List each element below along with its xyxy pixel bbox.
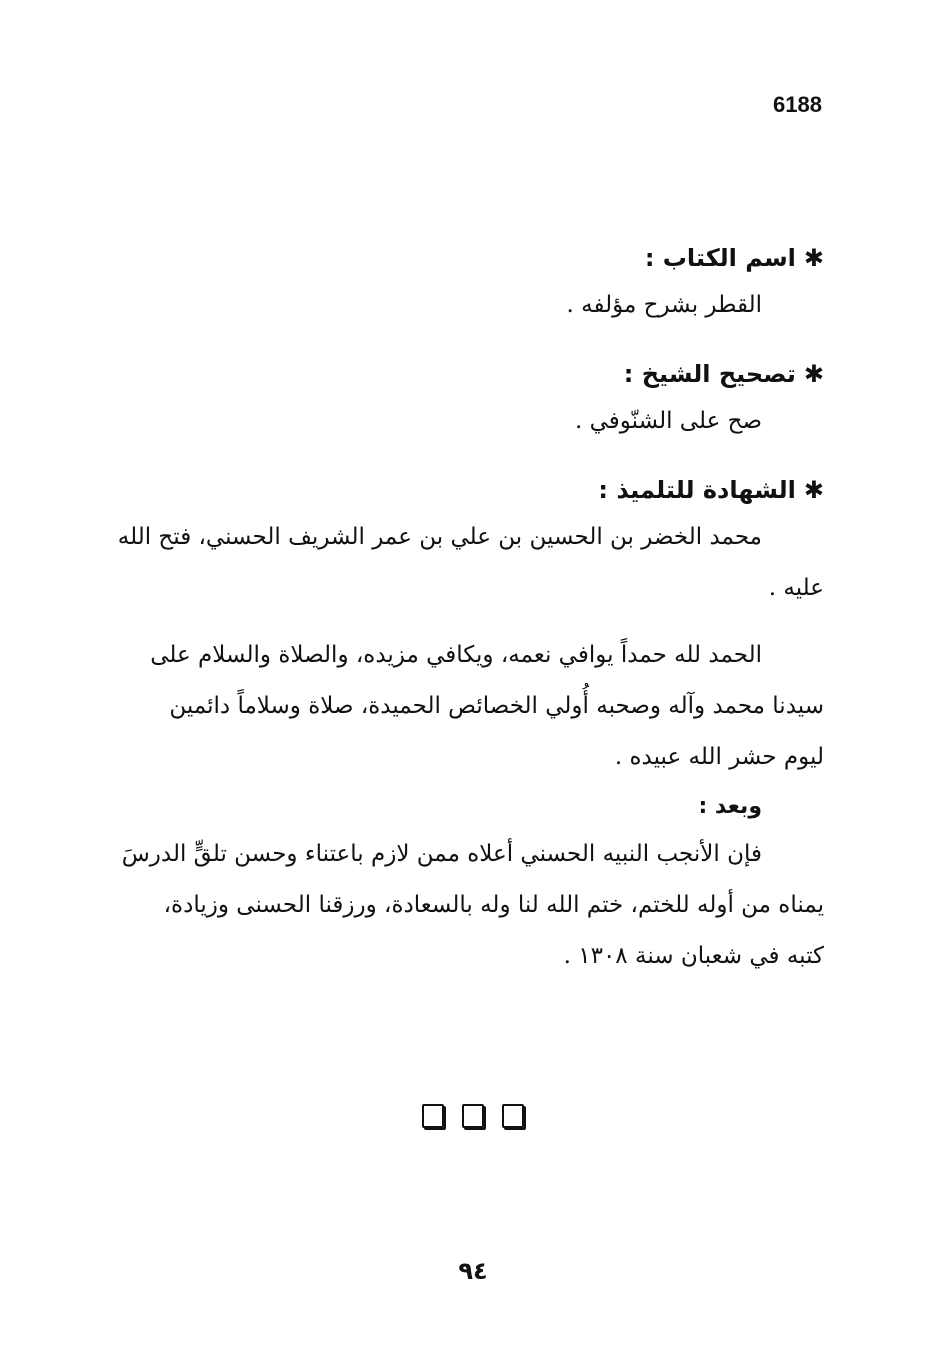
heading-student-text: الشهادة للتلميذ : — [598, 476, 796, 504]
final-paragraph — [112, 829, 824, 982]
student-line-1: محمد الخضر بن الحسين بن علي بن عمر الشريف الحسني، فتح الله — [117, 524, 762, 550]
heading-sheikh — [112, 352, 824, 396]
ornament-boxes-icon — [0, 1104, 946, 1128]
student-paragraph — [112, 512, 824, 614]
document-body — [112, 236, 824, 982]
bullet-star-icon: ✱ — [803, 360, 824, 388]
heading-sheikh-text: تصحيح الشيخ : — [623, 360, 796, 388]
final-line-1: فإن الأنجب النبيه الحسني أعلاه ممن لازم باعتناء وحسن تلقٍّ الدرسَ — [121, 841, 762, 867]
corner-number: 6188 — [773, 92, 822, 117]
bullet-star-icon: ✱ — [803, 244, 824, 272]
student-line-2: عليه . — [768, 575, 824, 601]
ornament-box-icon — [422, 1104, 444, 1128]
praise-line-2: سيدنا محمد وآله وصحبه أُولي الخصائص الحميدة، صلاة وسلاماً دائمين — [169, 693, 824, 719]
praise-line-3: ليوم حشر الله عبيده . — [614, 744, 824, 770]
sheikh-value: صح على الشنّوفي . — [574, 408, 762, 434]
final-line-3: كتبه في شعبان سنة ١٣٠٨ . — [563, 943, 824, 969]
heading-student-certificate — [112, 468, 824, 512]
ornament-box-icon — [502, 1104, 524, 1128]
praise-line-1: الحمد لله حمداً يوافي نعمه، ويكافي مزيده، والصلاة والسلام على — [150, 642, 762, 668]
and-after-heading: وبعد : — [698, 794, 762, 819]
final-line-2: يمناه من أوله للختم، ختم الله لنا وله بالسعادة، ورزقنا الحسنى وزيادة، — [163, 892, 824, 918]
ornament-box-icon — [462, 1104, 484, 1128]
praise-paragraph — [112, 630, 824, 783]
bullet-star-icon: ✱ — [803, 476, 824, 504]
book-name-value: القطر بشرح مؤلفه . — [566, 292, 762, 318]
page-number: ٩٤ — [458, 1257, 488, 1285]
heading-book-name-text: اسم الكتاب : — [644, 244, 796, 272]
heading-book-name — [112, 236, 824, 280]
